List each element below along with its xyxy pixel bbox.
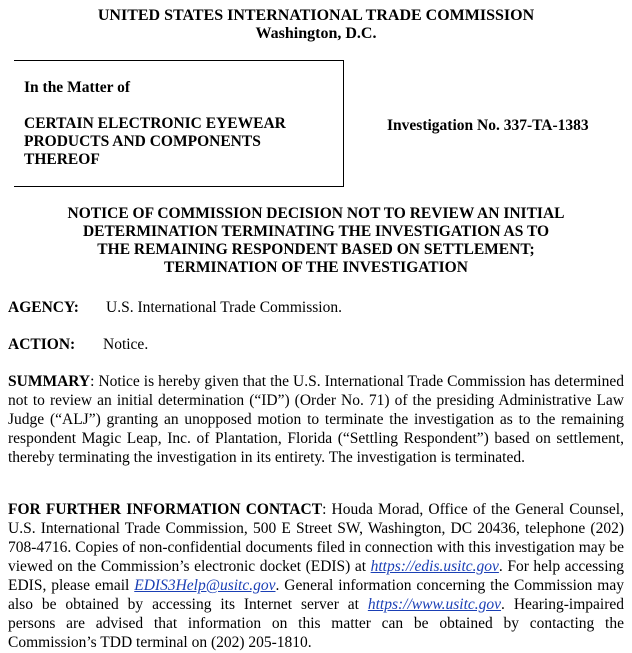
agency-title: UNITED STATES INTERNATIONAL TRADE COMMISSION [97, 7, 535, 24]
edis-link[interactable]: https://edis.usitc.gov [370, 558, 499, 575]
usitc-website-link[interactable]: https://www.usitc.gov [367, 596, 502, 613]
contact-paragraph [8, 500, 624, 652]
agency-label: AGENCY: [8, 299, 79, 316]
contact-text-3: . General information concerning the Commission may also be obtained by accessing its Internet server at [8, 577, 624, 613]
case-title-line-2: PRODUCTS AND COMPONENTS [24, 133, 261, 150]
notice-title [0, 205, 632, 277]
summary-text: : Notice is hereby given that the U.S. International Trade Commission has determined not to review an initial determination (“ID”) (Order No. 71) of the presiding Administrative Law Judge (“ALJ”) granting an unopposed motion to terminate the investigation as to the remaining respondent Magic Leap, Inc. of Plantation, Florida (“Settling Respondent”) based on settlement, thereby terminating the investigation in its entirety. The investigation is terminated. [8, 373, 624, 466]
location: Washington, D.C. [255, 25, 377, 42]
summary-paragraph [8, 372, 624, 467]
notice-title-line-3: THE REMAINING RESPONDENT BASED ON SETTLEMENT; [97, 241, 535, 258]
edis-help-email-link[interactable]: EDIS3Help@usitc.gov [134, 577, 276, 594]
case-title-line-1: CERTAIN ELECTRONIC EYEWEAR [24, 115, 286, 132]
case-title-line-3: THEREOF [24, 151, 100, 168]
caption-box-top-border [14, 60, 344, 61]
agency-value: U.S. International Trade Commission. [106, 299, 342, 316]
action-value: Notice. [103, 336, 149, 353]
investigation-number: Investigation No. 337-TA-1383 [387, 117, 589, 134]
caption-box-bottom-border [14, 186, 344, 187]
contact-text-1: : Houda Morad, Office of the General Counsel, U.S. International Trade Commission, 500 E Street SW, Washington, DC 20436, telephone (202) 708-4716. Copies of non-confidential documents filed in connection with this investigation may be viewed on the Commission’s electronic docket (EDIS) at [8, 501, 624, 575]
contact-text-2: . For help accessing EDIS, please email [8, 558, 625, 594]
contact-label: FOR FURTHER INFORMATION CONTACT [8, 501, 323, 518]
contact-text-4: . Hearing-impaired persons are advised that information on this matter can be obtained by contacting the Commission’s TDD terminal on (202) 205-1810. [8, 596, 624, 651]
notice-title-line-1: NOTICE OF COMMISSION DECISION NOT TO REVIEW AN INITIAL [67, 205, 565, 222]
caption-box-right-border [343, 60, 344, 187]
in-the-matter-label: In the Matter of [24, 79, 131, 96]
notice-title-line-2: DETERMINATION TERMINATING THE INVESTIGATION AS TO [82, 223, 550, 240]
action-label: ACTION: [8, 336, 76, 353]
summary-label: SUMMARY [8, 373, 91, 390]
notice-title-line-4: TERMINATION OF THE INVESTIGATION [164, 259, 468, 276]
